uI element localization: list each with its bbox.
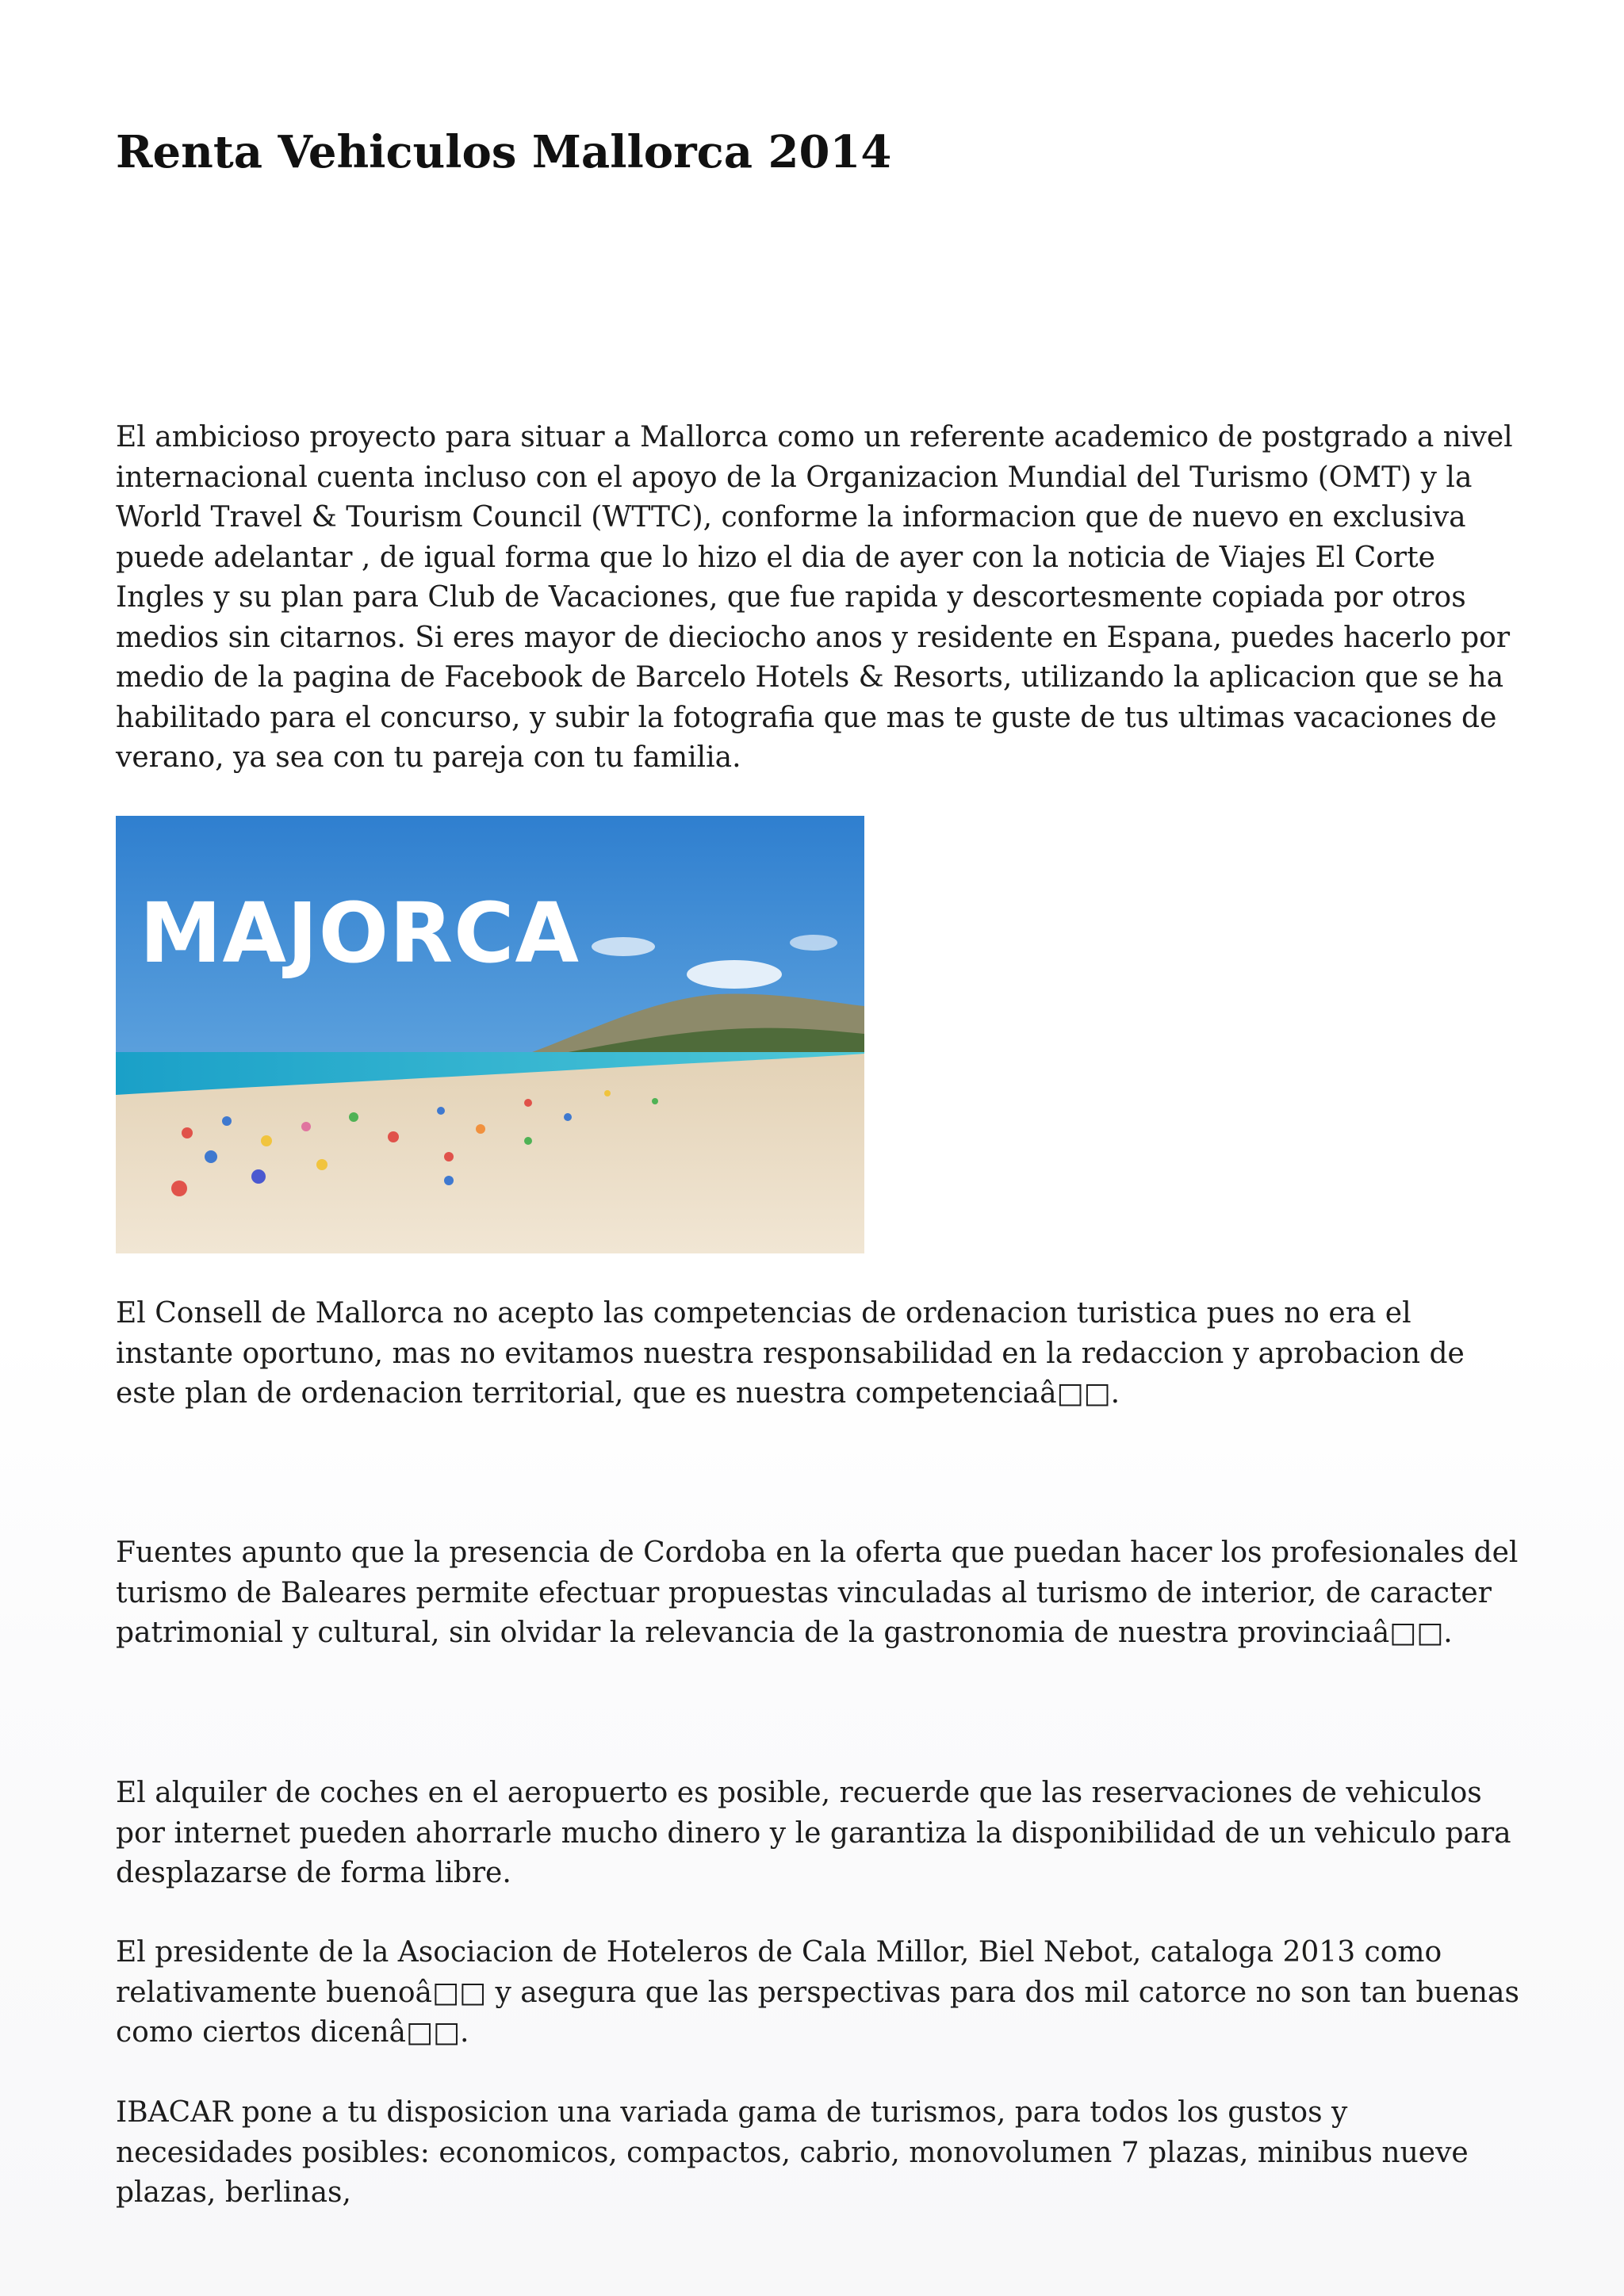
paragraph-fuentes: Fuentes apunto que la presencia de Cordoba en la oferta que puedan hacer los profesionales del turismo de Baleares permite efectuar propuestas vinculadas al turismo de interior, de caracter patrimonial y cultural, sin olvidar la relevancia de la gastronomia de nuestra provinciaâ□□. — [116, 1536, 1519, 1649]
page-title: Renta Vehiculos Mallorca 2014 — [116, 126, 892, 178]
paragraph-intro: El ambicioso proyecto para situar a Mallorca como un referente academico de postgrado a nivel internacional cuenta incluso con el apoyo de la Organizacion Mundial del Turismo (OMT) y la World Travel & Tourism Council (WTTC), conforme la informacion que de nuevo en exclusiva puede adelantar , de igual forma que lo hizo el dia de ayer con la noticia de Viajes El Corte Ingles y su plan para Club de Vacaciones, que fue rapida y descortesmente copiada por otros medios sin citarnos. Si eres mayor de dieciocho anos y residente en Espana, puedes hacerlo por medio de la pagina de Facebook de Barcelo Hotels & Resorts, utilizando la aplicacion que se ha habilitado para el concurso, y subir la fotografia que mas te guste de tus ultimas vacaciones de verano, ya sea con tu pareja con tu familia. — [116, 421, 1513, 774]
beach-illustration — [116, 816, 864, 1253]
beach-photo — [116, 816, 864, 1253]
paragraph-presidente: El presidente de la Asociacion de Hoteleros de Cala Millor, Biel Nebot, cataloga 2013 como relativamente buenoâ□□ y asegura que las perspectivas para dos mil catorce no son tan buenas como ciertos dicenâ□□. — [116, 1936, 1519, 2049]
paragraph-alquiler: El alquiler de coches en el aeropuerto es posible, recuerde que las reservaciones de vehiculos por internet pueden ahorrarle mucho dinero y le garantiza la disponibilidad de un vehiculo para desplazarse de forma libre. — [116, 1777, 1511, 1889]
paragraph-ibacar: IBACAR pone a tu disposicion una variada gama de turismos, para todos los gustos y necesidades posibles: economicos, compactos, cabrio, monovolumen 7 plazas, minibus nueve plazas, berlinas, — [116, 2096, 1469, 2209]
image-overlay-text: MAJORCA — [140, 885, 580, 982]
paragraph-consell: El Consell de Mallorca no acepto las competencias de ordenacion turistica pues no era el instante oportuno, mas no evitamos nuestra responsabilidad en la redaccion y aprobacion de este plan de ordenacion territorial, que es nuestra competenciaâ□□. — [116, 1297, 1465, 1410]
